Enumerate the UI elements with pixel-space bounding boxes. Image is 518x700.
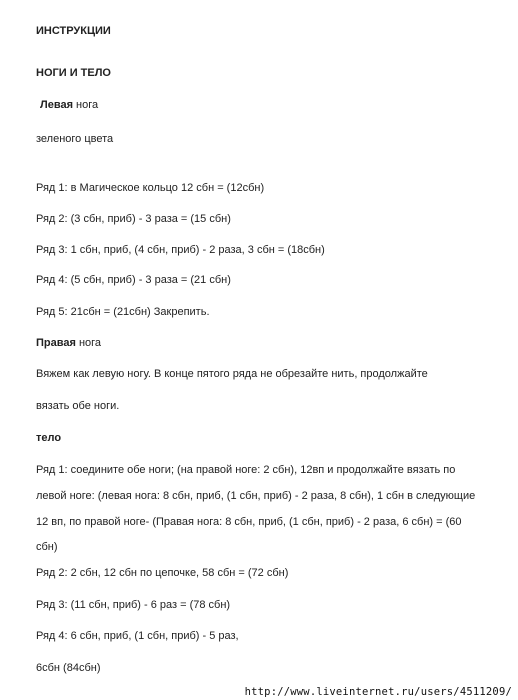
left-leg-heading-rest: нога — [73, 99, 99, 111]
body-row-3: Ряд 3: (11 сбн, приб) - 6 раз = (78 сбн) — [36, 599, 231, 611]
left-row-2: Ряд 2: (3 сбн, приб) - 3 раза = (15 сбн) — [36, 213, 231, 225]
watermark-url: http://www.liveinternet.ru/users/4511209/ — [244, 686, 512, 698]
left-leg-color: зеленого цвета — [36, 133, 114, 145]
right-leg-text-line-2: вязать обе ноги. — [36, 400, 120, 412]
body-row1-line-1: Ряд 1: соедините обе ноги; (на правой ноге: 2 сбн), 12вп и продолжайте вязать по — [36, 464, 456, 476]
body-row1-line-2: левой ноге: (левая нога: 8 сбн, приб, (1 сбн, приб) - 2 раза, 8 сбн), 1 сбн в следующие — [36, 490, 476, 502]
body-row-4: Ряд 4: 6 сбн, приб, (1 сбн, приб) - 5 раз, — [36, 630, 239, 642]
left-leg-heading-bold: Левая — [40, 99, 73, 111]
right-leg-heading — [36, 336, 101, 350]
left-leg-heading — [40, 98, 98, 112]
left-row-3: Ряд 3: 1 сбн, приб, (4 сбн, приб) - 2 раза, 3 сбн = (18сбн) — [36, 244, 325, 256]
body-row-2: Ряд 2: 2 сбн, 12 сбн по цепочке, 58 сбн = (72 сбн) — [36, 567, 289, 579]
instructions-title: ИНСТРУКЦИИ — [36, 25, 111, 37]
section-title: НОГИ И ТЕЛО — [36, 67, 111, 79]
body-row-4-continued: 6сбн (84сбн) — [36, 662, 101, 674]
left-row-5: Ряд 5: 21сбн = (21сбн) Закрепить. — [36, 306, 210, 318]
body-title: тело — [36, 432, 62, 444]
left-row-1: Ряд 1: в Магическое кольцо 12 сбн = (12сбн) — [36, 182, 265, 194]
left-row-4: Ряд 4: (5 сбн, приб) - 3 раза = (21 сбн) — [36, 274, 231, 286]
body-row1-line-3: 12 вп, по правой ноге- (Правая нога: 8 сбн, приб, (1 сбн, приб) - 2 раза, 6 сбн) = (60 — [36, 516, 462, 528]
right-leg-heading-bold: Правая — [36, 337, 76, 349]
body-row1-line-4: сбн) — [36, 541, 58, 553]
right-leg-heading-rest: нога — [75, 337, 102, 349]
right-leg-text-line-1: Вяжем как левую ногу. В конце пятого ряда не обрезайте нить, продолжайте — [36, 368, 428, 380]
